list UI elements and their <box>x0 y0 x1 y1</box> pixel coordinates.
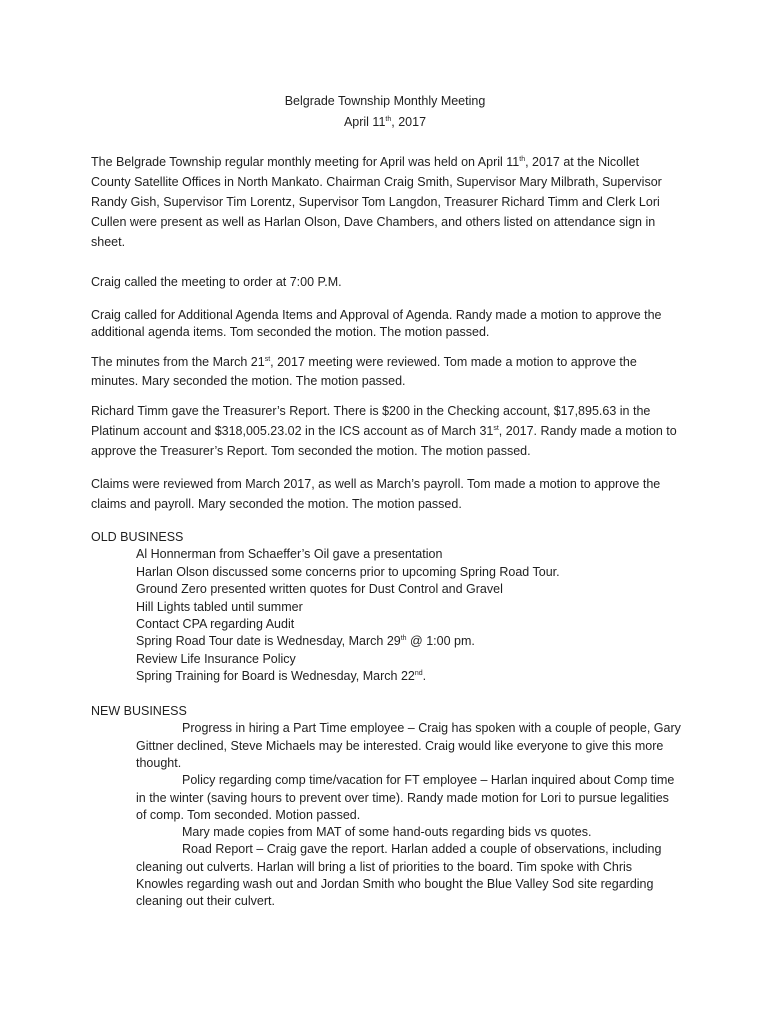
new-business-line: Knowles regarding wash out and Jordan Smith who bought the Blue Valley Sod site regarding <box>136 877 654 891</box>
new-business-line: in the winter (saving hours to prevent over time). Randy made motion for Lori to pursue legalities <box>136 791 669 805</box>
new-business-line: Road Report – Craig gave the report. Harlan added a couple of observations, including <box>182 842 662 856</box>
treasurer-text: Platinum account and $318,005.23.02 in the ICS account as of March 31 <box>91 424 494 438</box>
new-business-line: of comp. Tom seconded. Motion passed. <box>136 808 361 822</box>
date-prefix: April 11 <box>343 115 386 129</box>
old-business-item: Hill Lights tabled until summer <box>136 600 303 614</box>
intro-superscript: th <box>519 156 526 163</box>
old-business-text: . <box>422 669 427 683</box>
treasurer-superscript: st <box>493 425 499 432</box>
claims-line: claims and payroll. Mary seconded the motion. The motion passed. <box>91 497 462 511</box>
intro-line <box>91 153 639 171</box>
date-superscript: th <box>385 116 392 123</box>
new-business-line: Gittner declined, Steve Michaels may be interested. Craig would like everyone to give this more <box>136 739 664 753</box>
new-business-line: cleaning out culverts. Harlan will bring a list of priorities to the board. Tim spoke with Chris <box>136 860 633 874</box>
minutes-text: The minutes from the March 21 <box>91 355 265 369</box>
minutes-line: minutes. Mary seconded the motion. The motion passed. <box>91 374 406 388</box>
intro-line: sheet. <box>91 235 126 249</box>
new-business-line: Mary made copies from MAT of some hand-outs regarding bids vs quotes. <box>182 825 592 839</box>
old-business-item: Ground Zero presented written quotes for Dust Control and Gravel <box>136 582 503 596</box>
old-business-item <box>136 632 475 650</box>
minutes-superscript: st <box>264 356 271 363</box>
new-business-line: Policy regarding comp time/vacation for FT employee – Harlan inquired about Comp time <box>182 773 675 787</box>
document-title <box>0 92 770 110</box>
treasurer-line <box>91 422 677 440</box>
treasurer-line: Richard Timm gave the Treasurer’s Report. There is $200 in the Checking account, $17,895.63 in the <box>91 404 651 418</box>
treasurer-text: , 2017. Randy made a motion to <box>498 424 677 438</box>
old-business-heading: OLD BUSINESS <box>91 530 184 544</box>
new-business-line: cleaning out their culvert. <box>136 894 275 908</box>
minutes-line <box>91 353 637 371</box>
new-business-line: Progress in hiring a Part Time employee – Craig has spoken with a couple of people, Gary <box>182 721 681 735</box>
title-text: Belgrade Township Monthly Meeting <box>284 94 486 108</box>
document-date <box>0 113 770 131</box>
old-business-item: Contact CPA regarding Audit <box>136 617 295 631</box>
new-business-heading: NEW BUSINESS <box>91 704 187 718</box>
intro-line: Randy Gish, Supervisor Tim Lorentz, Supervisor Tom Langdon, Treasurer Richard Timm and Clerk Lori <box>91 195 660 209</box>
old-business-superscript: nd <box>414 670 423 677</box>
old-business-item: Harlan Olson discussed some concerns prior to upcoming Spring Road Tour. <box>136 565 560 579</box>
intro-line: Cullen were present as well as Harlan Olson, Dave Chambers, and others listed on attendance sign in <box>91 215 656 229</box>
new-business-line: thought. <box>136 756 182 770</box>
call-to-order: Craig called the meeting to order at 7:00 P.M. <box>91 275 342 289</box>
minutes-text: , 2017 meeting were reviewed. Tom made a motion to approve the <box>270 355 637 369</box>
agenda-line: Craig called for Additional Agenda Items and Approval of Agenda. Randy made a motion to approve the <box>91 308 662 322</box>
agenda-line: additional agenda items. Tom seconded the motion. The motion passed. <box>91 325 490 339</box>
treasurer-line: approve the Treasurer’s Report. Tom seconded the motion. The motion passed. <box>91 444 531 458</box>
old-business-item <box>136 667 426 685</box>
old-business-text: Spring Road Tour date is Wednesday, March 29 <box>136 634 401 648</box>
intro-text: The Belgrade Township regular monthly meeting for April was held on April 11 <box>91 155 520 169</box>
intro-text: , 2017 at the Nicollet <box>525 155 640 169</box>
old-business-item: Al Honnerman from Schaeffer’s Oil gave a presentation <box>136 547 443 561</box>
old-business-text: Spring Training for Board is Wednesday, March 22 <box>136 669 415 683</box>
intro-line: County Satellite Offices in North Mankato. Chairman Craig Smith, Supervisor Mary Milbrath, Supervisor <box>91 175 662 189</box>
date-suffix: , 2017 <box>391 115 427 129</box>
old-business-superscript: th <box>400 635 407 642</box>
old-business-item: Review Life Insurance Policy <box>136 652 296 666</box>
claims-line: Claims were reviewed from March 2017, as well as March’s payroll. Tom made a motion to approve the <box>91 477 661 491</box>
old-business-text: @ 1:00 pm. <box>406 634 475 648</box>
